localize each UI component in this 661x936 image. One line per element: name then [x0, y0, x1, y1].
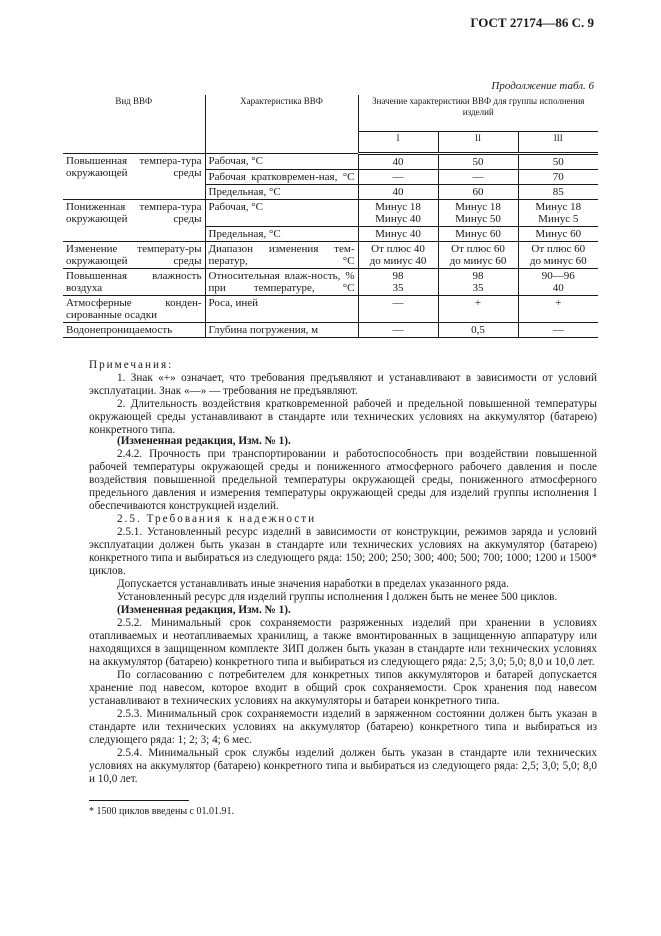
- vvf-cell: Водонепроницаемость: [63, 323, 205, 338]
- value-cell: —: [358, 296, 438, 323]
- value-cell: 98 35: [358, 269, 438, 296]
- char-cell: Предельная, °С: [205, 227, 358, 242]
- paragraph: Допускается устанавливать иные значения наработки в пределах указанного ряда.: [117, 578, 509, 590]
- value-cell: +: [438, 296, 518, 323]
- char-cell: Глубина погружения, м: [205, 323, 358, 338]
- value-cell: Минус 40: [358, 227, 438, 242]
- value-cell: —: [358, 170, 438, 185]
- value-cell: 50: [518, 154, 598, 170]
- paragraph-2-5-3: 2.5.3. Минимальный срок сохраняемости изделий в заряженном состоянии должен быть указан в стандарте или технических условиях на аккумулятор (батарею) конкретного типа и выбираться из следующего ряда: 1; 2; 3; 4; 6 мес.: [89, 708, 597, 746]
- value-cell: +: [518, 296, 598, 323]
- note-2: 2. Длительность воздействия кратковременной рабочей и предельной повышенной температуры окружающей среды устанавливают в стандарте или технических условиях на аккумулятор (батарею) конкретного типа.: [89, 398, 597, 436]
- char-cell: Рабочая кратковремен-ная, °С: [205, 170, 358, 185]
- paragraph-2-5-2: 2.5.2. Минимальный срок сохраняемости разряженных изделий при хранении в условиях отапливаемых и неотапливаемых хранилищ, а также вмонтированных в защищенную аппаратуру или находящихся в защищенном комплекте ЗИП должен быть указан в стандарте или технических условиях на аккумулятор (батарею) конкретного типа и выбираться из следующего ряда: 2,5; 3,0; 5,0; 8,0 и 10,0 лет.: [89, 617, 597, 668]
- char-cell: Диапазон изменения тем-ператур, °С: [205, 242, 358, 269]
- value-cell: 60: [438, 185, 518, 200]
- value-cell: 85: [518, 185, 598, 200]
- col-groups-header: Значение характеристики ВВФ для группы исполнения изделий: [358, 95, 598, 132]
- char-cell: Рабочая, °С: [205, 200, 358, 227]
- vvf-cell: Атмосферные конден-сированные осадки: [63, 296, 205, 323]
- value-cell: 0,5: [438, 323, 518, 338]
- paragraph-2-5-4: 2.5.4. Минимальный срок службы изделий должен быть указан в стандарте или технических условиях на аккумулятор (батарею) конкретного типа и выбираться из следующего ряда: 2,5; 3,0; 5,0; 8,0 и 10,0 лет.: [89, 747, 597, 785]
- value-cell: 70: [518, 170, 598, 185]
- value-cell: 40: [358, 154, 438, 170]
- value-cell: Минус 18 Минус 50: [438, 200, 518, 227]
- page-header: ГОСТ 27174—86 С. 9: [470, 15, 594, 30]
- char-cell: Рабочая, °С: [205, 154, 358, 170]
- paragraph: По согласованию с потребителем для конкретных типов аккумуляторов и батарей допускается хранение под навесом, которое входит в общий срок сохраняемости. Срок хранения под навесом устанавливают в технических условиях на аккумуляторы и батареи конкретного типа.: [89, 669, 597, 707]
- value-cell: От плюс 40 до минус 40: [358, 242, 438, 269]
- main-text: [89, 435, 597, 786]
- vvf-cell: Пониженная темпера-тура окружающей среды: [63, 200, 205, 242]
- value-cell: Минус 60: [438, 227, 518, 242]
- value-cell: 40: [358, 185, 438, 200]
- value-cell: От плюс 60 до минус 60: [438, 242, 518, 269]
- value-cell: Минус 18 Минус 5: [518, 200, 598, 227]
- paragraph: Установленный ресурс для изделий группы исполнения I должен быть не менее 500 циклов.: [117, 591, 558, 603]
- section-heading-2-5: 2.5. Требования к надежности: [117, 513, 317, 525]
- value-cell: 90—96 40: [518, 269, 598, 296]
- revision-note: (Измененная редакция, Изм. № 1).: [117, 604, 291, 616]
- paragraph-2-4-2: 2.4.2. Прочность при транспортировании и работоспособность при воздействии повышенной рабочей температуры окружающей среды и пониженного атмосферного рабочего давления и после воздействия повышенной предельной температуры окружающей среды, пониженного атмосферного предельного давления и измерения температуры окружающей среды для изделий группы исполнения I обеспечиваются конструкцией изделий.: [89, 448, 597, 512]
- col-vvf-header: Вид ВВФ: [63, 95, 205, 154]
- value-cell: —: [518, 323, 598, 338]
- table-row: [63, 323, 598, 338]
- notes-block: [89, 359, 597, 437]
- col-char-header: Характеристика ВВФ: [205, 95, 358, 154]
- table-continuation-label: Продолжение табл. 6: [491, 80, 594, 92]
- group-header: III: [518, 132, 598, 154]
- table-row: [63, 200, 598, 227]
- group-header: I: [358, 132, 438, 154]
- notes-heading: Примечания:: [89, 359, 174, 371]
- value-cell: Минус 18 Минус 40: [358, 200, 438, 227]
- value-cell: От плюс 60 до минус 60: [518, 242, 598, 269]
- group-header: II: [438, 132, 518, 154]
- table-row: [63, 296, 598, 323]
- value-cell: —: [438, 170, 518, 185]
- paragraph-2-5-1: 2.5.1. Установленный ресурс изделий в зависимости от конструкции, режимов заряда и условий эксплуатации должен быть указан в стандарте или технических условиях на аккумулятор (батарею) конкретного типа и выбираться из следующего ряда: 150; 200; 250; 300; 400; 500; 700; 1000; 1200 и 1500* циклов.: [89, 526, 597, 577]
- table-6: [63, 95, 598, 338]
- note-1: 1. Знак «+» означает, что требования предъявляют и устанавливают в зависимости от условий эксплуатации. Знак «—» — требования не предъявляют.: [89, 372, 597, 397]
- char-cell: Относительная влаж-ность, % при температуре, °С: [205, 269, 358, 296]
- value-cell: —: [358, 323, 438, 338]
- value-cell: 50: [438, 154, 518, 170]
- footnote: * 1500 циклов введены с 01.01.91.: [89, 806, 234, 817]
- vvf-cell: Изменение температу-ры окружающей среды: [63, 242, 205, 269]
- table-row: [63, 269, 598, 296]
- footnote-divider: [89, 800, 189, 801]
- table-header-row: [63, 95, 598, 132]
- char-cell: Роса, иней: [205, 296, 358, 323]
- value-cell: 98 35: [438, 269, 518, 296]
- revision-note: (Измененная редакция, Изм. № 1).: [117, 435, 291, 447]
- table-row: [63, 242, 598, 269]
- char-cell: Предельная, °С: [205, 185, 358, 200]
- vvf-cell: Повышенная темпера-тура окружающей среды: [63, 154, 205, 200]
- value-cell: Минус 60: [518, 227, 598, 242]
- vvf-cell: Повышенная влажность воздуха: [63, 269, 205, 296]
- table-row: [63, 154, 598, 170]
